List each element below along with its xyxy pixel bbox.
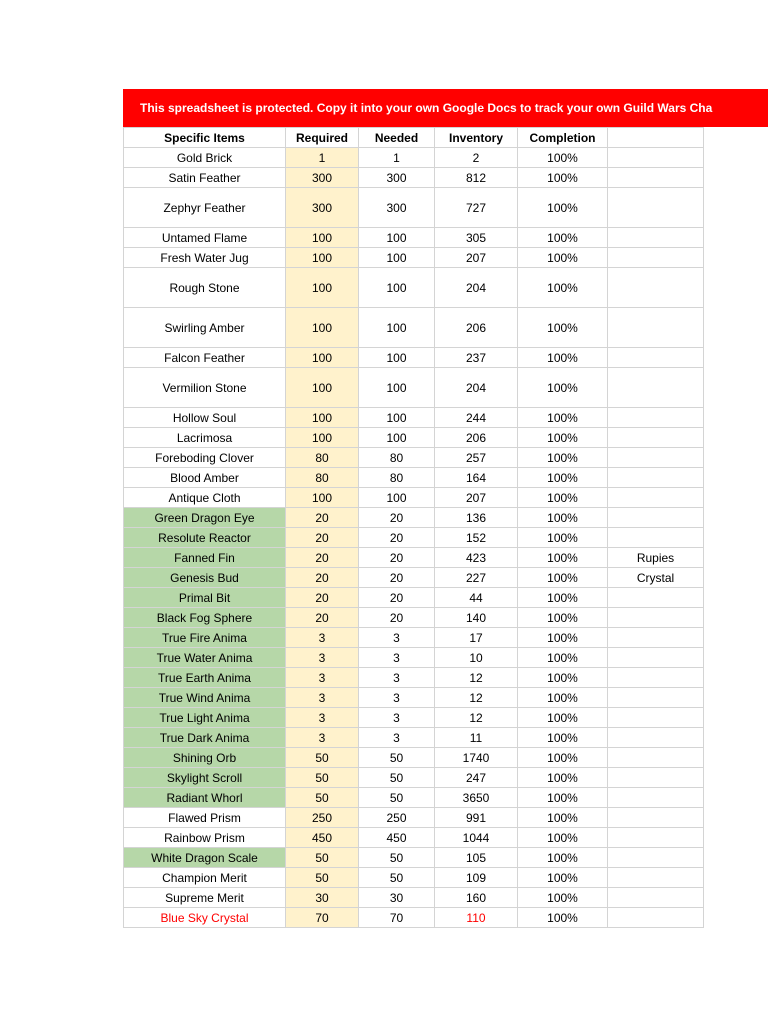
completion-cell: 100%	[518, 268, 608, 308]
item-cell: True Fire Anima	[124, 628, 286, 648]
note-cell	[608, 368, 704, 408]
note-cell	[608, 248, 704, 268]
table-row	[124, 688, 704, 708]
note-cell	[608, 828, 704, 848]
header-required: Required	[286, 128, 359, 148]
inventory-cell: 305	[435, 228, 518, 248]
completion-cell: 100%	[518, 488, 608, 508]
item-cell: Gold Brick	[124, 148, 286, 168]
completion-cell: 100%	[518, 248, 608, 268]
item-cell: Skylight Scroll	[124, 768, 286, 788]
required-cell: 20	[286, 548, 359, 568]
required-cell: 80	[286, 468, 359, 488]
needed-cell: 100	[359, 228, 435, 248]
note-cell	[608, 808, 704, 828]
required-cell: 3	[286, 648, 359, 668]
required-cell: 250	[286, 808, 359, 828]
completion-cell: 100%	[518, 868, 608, 888]
item-cell: Satin Feather	[124, 168, 286, 188]
needed-cell: 450	[359, 828, 435, 848]
completion-cell: 100%	[518, 368, 608, 408]
required-cell: 50	[286, 848, 359, 868]
inventory-cell: 204	[435, 368, 518, 408]
inventory-cell: 11	[435, 728, 518, 748]
required-cell: 80	[286, 448, 359, 468]
completion-cell: 100%	[518, 888, 608, 908]
note-cell	[608, 768, 704, 788]
table-row	[124, 608, 704, 628]
item-cell: True Water Anima	[124, 648, 286, 668]
inventory-cell: 257	[435, 448, 518, 468]
required-cell: 50	[286, 788, 359, 808]
needed-cell: 100	[359, 428, 435, 448]
inventory-cell: 423	[435, 548, 518, 568]
note-cell	[608, 788, 704, 808]
item-cell: Rainbow Prism	[124, 828, 286, 848]
note-cell	[608, 668, 704, 688]
completion-cell: 100%	[518, 428, 608, 448]
needed-cell: 80	[359, 448, 435, 468]
required-cell: 100	[286, 348, 359, 368]
note-cell	[608, 688, 704, 708]
table-row	[124, 808, 704, 828]
required-cell: 70	[286, 908, 359, 928]
required-cell: 300	[286, 188, 359, 228]
completion-cell: 100%	[518, 848, 608, 868]
inventory-cell: 140	[435, 608, 518, 628]
item-cell: Resolute Reactor	[124, 528, 286, 548]
note-cell	[608, 348, 704, 368]
completion-cell: 100%	[518, 348, 608, 368]
header-row	[124, 128, 704, 148]
needed-cell: 80	[359, 468, 435, 488]
item-cell: Vermilion Stone	[124, 368, 286, 408]
table-row	[124, 308, 704, 348]
note-cell	[608, 448, 704, 468]
table-row	[124, 488, 704, 508]
table-row	[124, 868, 704, 888]
item-cell: Green Dragon Eye	[124, 508, 286, 528]
table-row	[124, 788, 704, 808]
inventory-cell: 247	[435, 768, 518, 788]
note-cell	[608, 168, 704, 188]
note-cell	[608, 528, 704, 548]
inventory-cell: 109	[435, 868, 518, 888]
needed-cell: 50	[359, 868, 435, 888]
note-cell	[608, 728, 704, 748]
completion-cell: 100%	[518, 168, 608, 188]
note-cell: Crystal	[608, 568, 704, 588]
table-row	[124, 468, 704, 488]
inventory-cell: 12	[435, 688, 518, 708]
inventory-cell: 152	[435, 528, 518, 548]
required-cell: 100	[286, 248, 359, 268]
item-cell: True Light Anima	[124, 708, 286, 728]
needed-cell: 20	[359, 588, 435, 608]
inventory-cell: 207	[435, 248, 518, 268]
required-cell: 100	[286, 428, 359, 448]
required-cell: 3	[286, 688, 359, 708]
note-cell	[608, 268, 704, 308]
required-cell: 100	[286, 308, 359, 348]
header-specific-items: Specific Items	[124, 128, 286, 148]
completion-cell: 100%	[518, 308, 608, 348]
note-cell	[608, 708, 704, 728]
item-cell: Hollow Soul	[124, 408, 286, 428]
required-cell: 100	[286, 408, 359, 428]
required-cell: 300	[286, 168, 359, 188]
required-cell: 450	[286, 828, 359, 848]
table-row	[124, 428, 704, 448]
items-table	[123, 127, 704, 928]
required-cell: 3	[286, 708, 359, 728]
note-cell	[608, 508, 704, 528]
item-cell: Swirling Amber	[124, 308, 286, 348]
item-cell: Fanned Fin	[124, 548, 286, 568]
needed-cell: 50	[359, 848, 435, 868]
needed-cell: 300	[359, 188, 435, 228]
item-cell: Falcon Feather	[124, 348, 286, 368]
item-cell: True Wind Anima	[124, 688, 286, 708]
note-cell	[608, 908, 704, 928]
needed-cell: 20	[359, 608, 435, 628]
completion-cell: 100%	[518, 608, 608, 628]
header-extra	[608, 128, 704, 148]
completion-cell: 100%	[518, 728, 608, 748]
needed-cell: 30	[359, 888, 435, 908]
inventory-cell: 244	[435, 408, 518, 428]
table-row	[124, 228, 704, 248]
inventory-cell: 12	[435, 708, 518, 728]
needed-cell: 3	[359, 648, 435, 668]
inventory-cell: 727	[435, 188, 518, 228]
inventory-cell: 227	[435, 568, 518, 588]
item-cell: Blue Sky Crystal	[124, 908, 286, 928]
needed-cell: 100	[359, 348, 435, 368]
note-cell	[608, 748, 704, 768]
note-cell	[608, 848, 704, 868]
item-cell: Black Fog Sphere	[124, 608, 286, 628]
inventory-cell: 10	[435, 648, 518, 668]
item-cell: Rough Stone	[124, 268, 286, 308]
inventory-cell: 812	[435, 168, 518, 188]
completion-cell: 100%	[518, 908, 608, 928]
table-row	[124, 368, 704, 408]
inventory-cell: 2	[435, 148, 518, 168]
table-row	[124, 548, 704, 568]
table-row	[124, 348, 704, 368]
table-row	[124, 248, 704, 268]
needed-cell: 100	[359, 308, 435, 348]
table-row	[124, 668, 704, 688]
needed-cell: 1	[359, 148, 435, 168]
needed-cell: 20	[359, 548, 435, 568]
table-row	[124, 648, 704, 668]
table-row	[124, 528, 704, 548]
completion-cell: 100%	[518, 648, 608, 668]
completion-cell: 100%	[518, 708, 608, 728]
note-cell	[608, 428, 704, 448]
inventory-cell: 3650	[435, 788, 518, 808]
item-cell: Blood Amber	[124, 468, 286, 488]
needed-cell: 50	[359, 788, 435, 808]
inventory-cell: 991	[435, 808, 518, 828]
header-inventory: Inventory	[435, 128, 518, 148]
table-row	[124, 168, 704, 188]
needed-cell: 3	[359, 628, 435, 648]
required-cell: 100	[286, 268, 359, 308]
required-cell: 100	[286, 368, 359, 408]
table-row	[124, 888, 704, 908]
note-cell	[608, 488, 704, 508]
item-cell: White Dragon Scale	[124, 848, 286, 868]
required-cell: 100	[286, 228, 359, 248]
table-row	[124, 908, 704, 928]
completion-cell: 100%	[518, 668, 608, 688]
item-cell: Lacrimosa	[124, 428, 286, 448]
protection-banner: This spreadsheet is protected. Copy it into your own Google Docs to track your own Guild Wars Cha	[123, 89, 768, 127]
completion-cell: 100%	[518, 228, 608, 248]
note-cell	[608, 228, 704, 248]
table-row	[124, 188, 704, 228]
inventory-cell: 1740	[435, 748, 518, 768]
completion-cell: 100%	[518, 688, 608, 708]
inventory-cell: 204	[435, 268, 518, 308]
item-cell: Flawed Prism	[124, 808, 286, 828]
item-cell: Shining Orb	[124, 748, 286, 768]
required-cell: 50	[286, 748, 359, 768]
needed-cell: 100	[359, 248, 435, 268]
table-row	[124, 588, 704, 608]
inventory-cell: 17	[435, 628, 518, 648]
needed-cell: 300	[359, 168, 435, 188]
needed-cell: 250	[359, 808, 435, 828]
required-cell: 20	[286, 508, 359, 528]
required-cell: 3	[286, 668, 359, 688]
completion-cell: 100%	[518, 808, 608, 828]
inventory-cell: 207	[435, 488, 518, 508]
needed-cell: 50	[359, 768, 435, 788]
inventory-cell: 12	[435, 668, 518, 688]
needed-cell: 20	[359, 508, 435, 528]
item-cell: Genesis Bud	[124, 568, 286, 588]
table-row	[124, 508, 704, 528]
note-cell	[608, 588, 704, 608]
table-row	[124, 408, 704, 428]
note-cell	[608, 188, 704, 228]
inventory-cell: 164	[435, 468, 518, 488]
needed-cell: 50	[359, 748, 435, 768]
needed-cell: 100	[359, 268, 435, 308]
needed-cell: 20	[359, 568, 435, 588]
needed-cell: 3	[359, 728, 435, 748]
header-needed: Needed	[359, 128, 435, 148]
note-cell	[608, 608, 704, 628]
item-cell: Zephyr Feather	[124, 188, 286, 228]
needed-cell: 70	[359, 908, 435, 928]
item-cell: Supreme Merit	[124, 888, 286, 908]
table-row	[124, 448, 704, 468]
item-cell: Antique Cloth	[124, 488, 286, 508]
required-cell: 1	[286, 148, 359, 168]
inventory-cell: 105	[435, 848, 518, 868]
inventory-cell: 206	[435, 308, 518, 348]
completion-cell: 100%	[518, 468, 608, 488]
table-row	[124, 268, 704, 308]
note-cell	[608, 868, 704, 888]
completion-cell: 100%	[518, 508, 608, 528]
needed-cell: 3	[359, 688, 435, 708]
table-row	[124, 828, 704, 848]
item-cell: Foreboding Clover	[124, 448, 286, 468]
note-cell	[608, 408, 704, 428]
inventory-cell: 44	[435, 588, 518, 608]
table-row	[124, 848, 704, 868]
required-cell: 30	[286, 888, 359, 908]
table-row	[124, 728, 704, 748]
item-cell: Champion Merit	[124, 868, 286, 888]
completion-cell: 100%	[518, 768, 608, 788]
inventory-cell: 237	[435, 348, 518, 368]
note-cell	[608, 888, 704, 908]
table-row	[124, 748, 704, 768]
note-cell	[608, 648, 704, 668]
inventory-cell: 110	[435, 908, 518, 928]
inventory-cell: 160	[435, 888, 518, 908]
completion-cell: 100%	[518, 748, 608, 768]
needed-cell: 100	[359, 488, 435, 508]
item-cell: True Dark Anima	[124, 728, 286, 748]
required-cell: 3	[286, 728, 359, 748]
completion-cell: 100%	[518, 448, 608, 468]
note-cell	[608, 628, 704, 648]
needed-cell: 3	[359, 668, 435, 688]
note-cell	[608, 148, 704, 168]
completion-cell: 100%	[518, 528, 608, 548]
needed-cell: 100	[359, 368, 435, 408]
completion-cell: 100%	[518, 788, 608, 808]
note-cell	[608, 468, 704, 488]
completion-cell: 100%	[518, 548, 608, 568]
needed-cell: 3	[359, 708, 435, 728]
item-cell: Radiant Whorl	[124, 788, 286, 808]
table-row	[124, 628, 704, 648]
completion-cell: 100%	[518, 408, 608, 428]
required-cell: 20	[286, 528, 359, 548]
required-cell: 20	[286, 568, 359, 588]
header-completion: Completion	[518, 128, 608, 148]
inventory-cell: 136	[435, 508, 518, 528]
needed-cell: 100	[359, 408, 435, 428]
item-cell: Untamed Flame	[124, 228, 286, 248]
completion-cell: 100%	[518, 828, 608, 848]
required-cell: 100	[286, 488, 359, 508]
inventory-cell: 206	[435, 428, 518, 448]
required-cell: 20	[286, 588, 359, 608]
completion-cell: 100%	[518, 188, 608, 228]
note-cell	[608, 308, 704, 348]
completion-cell: 100%	[518, 148, 608, 168]
completion-cell: 100%	[518, 588, 608, 608]
required-cell: 50	[286, 868, 359, 888]
completion-cell: 100%	[518, 568, 608, 588]
table-row	[124, 708, 704, 728]
item-cell: True Earth Anima	[124, 668, 286, 688]
item-cell: Primal Bit	[124, 588, 286, 608]
required-cell: 20	[286, 608, 359, 628]
completion-cell: 100%	[518, 628, 608, 648]
note-cell: Rupies	[608, 548, 704, 568]
table-row	[124, 768, 704, 788]
table-row	[124, 148, 704, 168]
inventory-cell: 1044	[435, 828, 518, 848]
table-row	[124, 568, 704, 588]
required-cell: 3	[286, 628, 359, 648]
needed-cell: 20	[359, 528, 435, 548]
required-cell: 50	[286, 768, 359, 788]
item-cell: Fresh Water Jug	[124, 248, 286, 268]
